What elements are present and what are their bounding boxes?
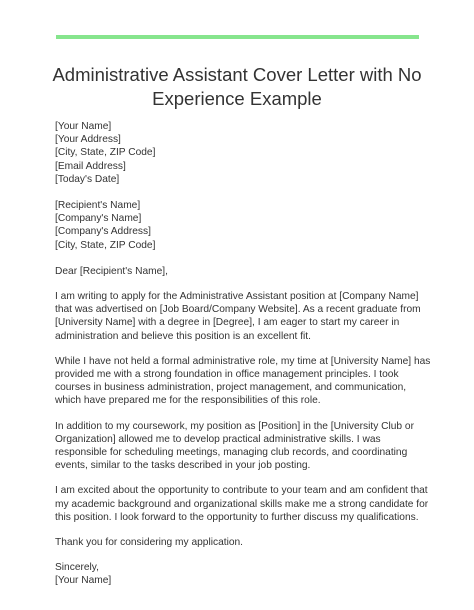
paragraph-line: provided me with a strong foundation in office management principles. I took: [55, 369, 399, 381]
signoff-block: [55, 561, 427, 587]
paragraph-line: Thank you for considering my application.: [55, 537, 244, 549]
title-line: Experience Example: [152, 88, 322, 109]
accent-bar: [56, 35, 419, 39]
paragraph-line: which have prepared me for the responsibilities of this role.: [55, 395, 321, 407]
paragraph-line: I am writing to apply for the Administrative Assistant position at [Company Name]: [55, 291, 419, 303]
paragraph-line: [University Name] with a degree in [Degree], I am eager to start my career in: [55, 317, 400, 329]
paragraph-line: Organization] allowed me to develop practical administrative skills. I was: [55, 433, 381, 445]
paragraph-line: administration and believe this position is an excellent fit.: [55, 330, 311, 342]
sender-name: [Your Name]: [55, 121, 112, 132]
closing-text: Sincerely,: [55, 562, 99, 574]
paragraph-line: courses in business administration, project management, and communication,: [55, 382, 407, 394]
salutation-text: Dear [Recipient's Name],: [55, 265, 168, 277]
sender-address-block: [55, 120, 427, 186]
salutation: [55, 265, 427, 278]
paragraph-line: I am excited about the opportunity to contribute to your team and am confident that: [55, 485, 428, 497]
letter-body: [55, 120, 431, 588]
sender-city-state-zip: [City, State, ZIP Code]: [55, 147, 156, 159]
paragraph-intro: [55, 290, 427, 343]
paragraph-line: that was advertised on [Job Board/Company Website]. As a recent graduate from: [55, 304, 421, 316]
recipient-address-block: [55, 199, 427, 252]
sender-address: [Your Address]: [55, 134, 121, 146]
paragraph-line: While I have not held a formal administrative role, my time at [University Name] has: [55, 355, 431, 367]
sender-email: [Email Address]: [55, 160, 126, 172]
paragraph-line: responsible for scheduling meetings, managing club records, and coordinating: [55, 447, 408, 459]
title-line: Administrative Assistant Cover Letter with No: [52, 64, 422, 85]
paragraph-line: events, similar to the tasks described in your job posting.: [55, 460, 311, 472]
page-title: [40, 63, 434, 111]
recipient-name: [Recipient's Name]: [55, 200, 141, 212]
paragraph-line: this position. I look forward to the opportunity to further discuss my qualifications.: [55, 511, 419, 523]
recipient-company: [Company's Name]: [55, 213, 142, 225]
paragraph-thanks: [55, 536, 427, 549]
paragraph-closing: [55, 484, 427, 524]
letter-date: [Today's Date]: [55, 173, 120, 185]
recipient-company-address: [Company's Address]: [55, 226, 151, 238]
paragraph-education: [55, 355, 431, 408]
paragraph-line: In addition to my coursework, my position as [Position] in the [University Club or: [55, 420, 414, 432]
paragraph-line: my academic background and organizational skills make me a strong candidate for: [55, 498, 429, 510]
signature-name: [Your Name]: [55, 575, 112, 587]
paragraph-experience: [55, 420, 427, 473]
recipient-city-state-zip: [City, State, ZIP Code]: [55, 239, 156, 251]
